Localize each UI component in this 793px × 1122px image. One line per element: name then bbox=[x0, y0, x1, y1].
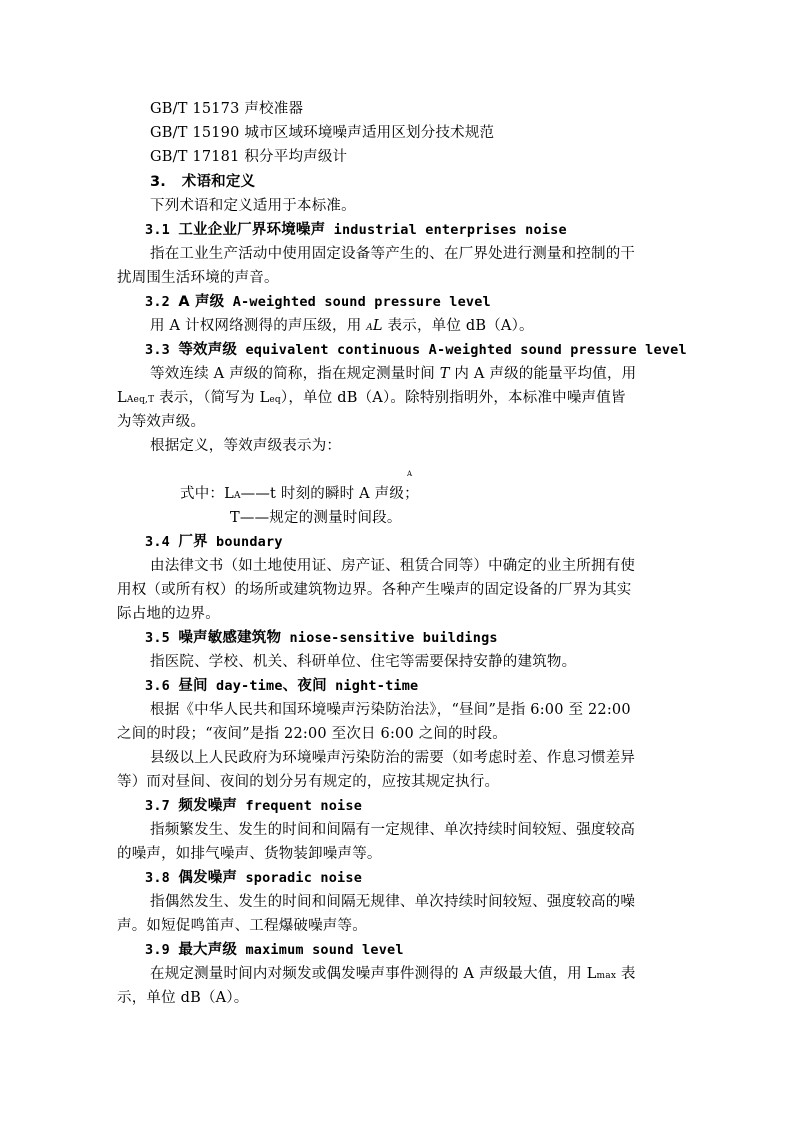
term-heading bbox=[145, 530, 705, 554]
term-en: night-time bbox=[335, 678, 419, 694]
term-cn: 噪声敏感建筑物 bbox=[178, 630, 282, 646]
term-en: sporadic noise bbox=[245, 870, 363, 886]
symbol: L bbox=[372, 318, 383, 334]
term-en: niose-sensitive buildings bbox=[289, 630, 498, 646]
paragraph: 由法律文书（如土地使用证、房产证、租赁合同等）中确定的业主所拥有使 bbox=[150, 558, 636, 574]
term-heading bbox=[145, 938, 705, 962]
term-en: frequent noise bbox=[245, 798, 363, 814]
term-heading bbox=[145, 794, 705, 818]
paragraph: 之间的时段；“夜间”是指 22:00 至次日 6:00 之间的时段。 bbox=[117, 726, 507, 742]
paragraph: 际占地的边界。 bbox=[117, 606, 220, 622]
paragraph: LAeq,T 表示，（简写为 Leq），单位 dB（A）。除特别指明外，本标准中噪声值皆 bbox=[117, 390, 626, 406]
term-number: 3.2 bbox=[145, 294, 170, 310]
term-cn: 、夜间 bbox=[282, 678, 327, 694]
paragraph: 用权（或所有权）的场所或建筑物边界。各种产生噪声的固定设备的厂界为其实 bbox=[117, 582, 632, 598]
term-cn: 昼间 bbox=[178, 678, 208, 694]
paragraph: 下列术语和定义适用于本标准。 bbox=[150, 198, 356, 214]
term-en: boundary bbox=[216, 534, 283, 550]
term-cn: 厂界 bbox=[178, 534, 208, 550]
section-heading bbox=[150, 170, 710, 194]
paragraph: 扰周围生活环境的声音。 bbox=[117, 270, 279, 286]
paragraph: 等）而对昼间、夜间的划分另有规定的，应按其规定执行。 bbox=[117, 774, 500, 790]
term-heading bbox=[145, 218, 705, 242]
paragraph: 指医院、学校、机关、科研单位、住宅等需要保持安静的建筑物。 bbox=[150, 654, 577, 670]
reference-line: GB/T 15190 城市区域环境噪声适用区划分技术规范 bbox=[150, 125, 495, 141]
term-number: 3.9 bbox=[145, 942, 170, 958]
paragraph: 根据定义，等效声级表示为： bbox=[150, 438, 342, 454]
formula-placeholder-mark: A bbox=[407, 470, 413, 478]
term-cn: 等效声级 bbox=[178, 342, 238, 358]
paragraph: 指偶然发生、发生的时间和间隔无规律、单次持续时间较短、强度较高的噪 bbox=[150, 894, 636, 910]
section-title: 术语和定义 bbox=[181, 174, 256, 190]
term-en: A-weighted sound pressure level bbox=[232, 294, 491, 310]
term-heading bbox=[145, 626, 705, 650]
term-heading bbox=[145, 866, 705, 890]
formula-where: 式中：LA——t 时刻的瞬时 A 声级； bbox=[180, 486, 419, 502]
paragraph: 指在工业生产活动中使用固定设备等产生的、在厂界处进行测量和控制的干 bbox=[150, 246, 636, 262]
term-cn: 频发噪声 bbox=[178, 798, 238, 814]
term-heading bbox=[145, 674, 705, 698]
reference-line: GB/T 15173 声校准器 bbox=[150, 101, 304, 117]
term-en: equivalent continuous A-weighted sound pressure level bbox=[245, 342, 687, 358]
paragraph: 为等效声级。 bbox=[117, 414, 206, 430]
term-en: industrial enterprises noise bbox=[333, 222, 567, 238]
section-number: 3. bbox=[150, 174, 166, 190]
term-cn: 最大声级 bbox=[178, 942, 238, 958]
term-number: 3.7 bbox=[145, 798, 170, 814]
term-cn: 偶发噪声 bbox=[178, 870, 238, 886]
paragraph: 在规定测量时间内对频发或偶发噪声事件测得的 A 声级最大值，用 Lmax 表 bbox=[150, 966, 636, 982]
term-number: 3.5 bbox=[145, 630, 170, 646]
paragraph: 等效连续 A 声级的简称，指在规定测量时间 T 内 A 声级的能量平均值，用 bbox=[150, 366, 637, 382]
symbol-subscript: A bbox=[366, 323, 373, 333]
term-en: day-time bbox=[216, 678, 283, 694]
term-en: maximum sound level bbox=[245, 942, 404, 958]
term-number: 3.3 bbox=[145, 342, 170, 358]
term-number: 3.6 bbox=[145, 678, 170, 694]
paragraph: 县级以上人民政府为环境噪声污染防治的需要（如考虑时差、作息习惯差异 bbox=[150, 750, 636, 766]
term-cn: 工业企业厂界环境噪声 bbox=[178, 222, 326, 238]
paragraph: 用 A 计权网络测得的声压级，用 AL 表示，单位 dB（A）。 bbox=[150, 318, 534, 334]
term-heading bbox=[145, 338, 705, 362]
term-number: 3.8 bbox=[145, 870, 170, 886]
paragraph: 指频繁发生、发生的时间和间隔有一定规律、单次持续时间较短、强度较高 bbox=[150, 822, 636, 838]
paragraph: 的噪声，如排气噪声、货物装卸噪声等。 bbox=[117, 846, 382, 862]
reference-line: GB/T 17181 积分平均声级计 bbox=[150, 149, 348, 165]
paragraph: 根据《中华人民共和国环境噪声污染防治法》，“昼间”是指 6:00 至 22:00 bbox=[150, 702, 631, 718]
term-cn: A 声级 bbox=[178, 294, 225, 310]
paragraph: 示，单位 dB（A）。 bbox=[117, 990, 249, 1006]
term-number: 3.4 bbox=[145, 534, 170, 550]
term-heading bbox=[145, 290, 705, 314]
paragraph: 声。如短促鸣笛声、工程爆破噪声等。 bbox=[117, 918, 367, 934]
term-number: 3.1 bbox=[145, 222, 170, 238]
formula-where: T——规定的测量时间段。 bbox=[230, 510, 402, 526]
